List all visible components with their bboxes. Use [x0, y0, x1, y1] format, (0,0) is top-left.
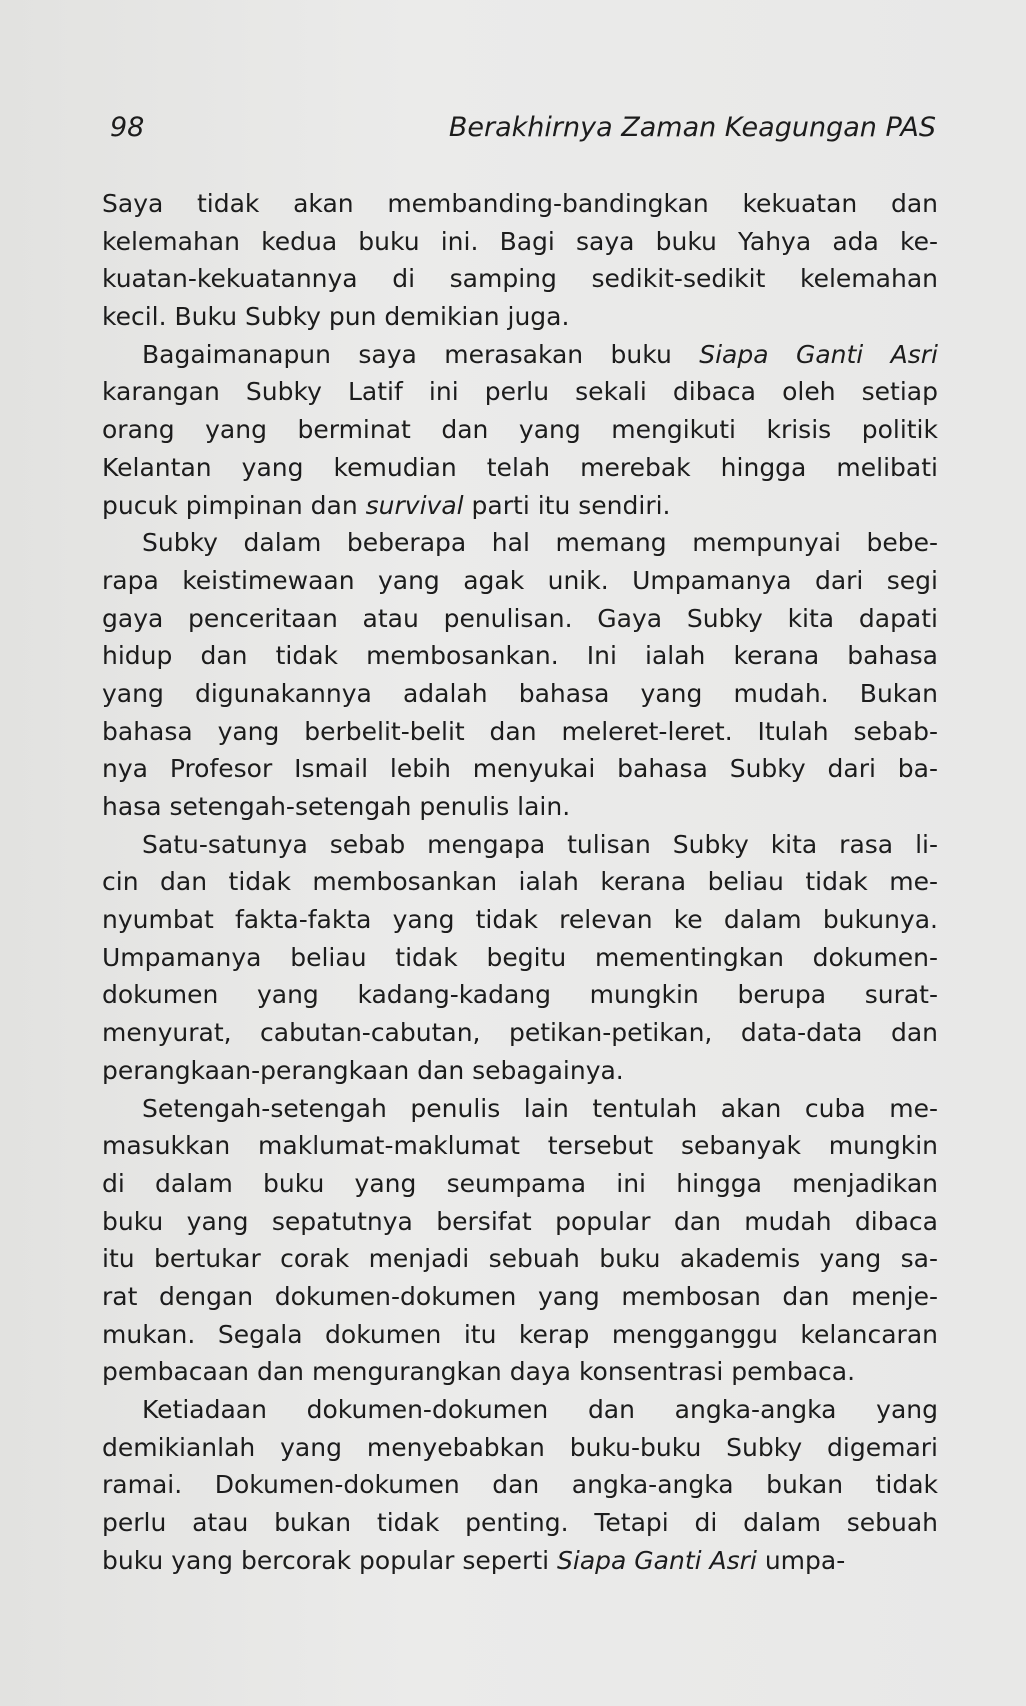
text-line: [102, 373, 938, 411]
text-line: [102, 1316, 938, 1354]
paragraph: [102, 336, 938, 524]
text-segment: pucuk pimpinan dan: [102, 490, 366, 520]
paragraph: [102, 826, 938, 1090]
italic-text: survival: [365, 490, 464, 520]
text-segment: buku yang sepatutnya bersifat popular dan mudah dibaca: [102, 1206, 938, 1236]
text-segment: kuatan-kekuatannya di samping sedikit-sedikit kelemahan: [102, 264, 938, 294]
text-line: [102, 336, 938, 374]
page-number: 98: [110, 112, 145, 143]
text-line: [102, 1353, 938, 1391]
text-segment: demikianlah yang menyebabkan buku-buku Subky digemari: [102, 1432, 938, 1462]
page-header: [110, 112, 938, 156]
text-segment: cin dan tidak membosankan ialah kerana beliau tidak me-: [102, 867, 938, 897]
body-text: [102, 185, 938, 1579]
text-segment: Kelantan yang kemudian telah merebak hingga melibati: [102, 452, 938, 482]
text-segment: Umpamanya beliau tidak begitu mementingkan dokumen-: [102, 942, 938, 972]
text-line: [102, 713, 938, 751]
text-line: [102, 863, 938, 901]
text-line: [102, 1391, 938, 1429]
text-segment: Satu-satunya sebab mengapa tulisan Subky kita rasa li-: [142, 829, 938, 859]
text-segment: Saya tidak akan membanding-bandingkan kekuatan dan: [102, 189, 938, 218]
text-line: [102, 524, 938, 562]
text-line: [102, 1014, 938, 1052]
text-line: [102, 1052, 938, 1090]
text-segment: nyumbat fakta-fakta yang tidak relevan ke dalam bukunya.: [102, 905, 938, 935]
text-line: [102, 1429, 938, 1467]
text-line: [102, 1542, 938, 1580]
paragraph: [102, 524, 938, 826]
text-segment: nya Profesor Ismail lebih menyukai bahasa Subky dari ba-: [102, 754, 938, 784]
text-line: [102, 1165, 938, 1203]
text-line: [102, 939, 938, 977]
text-line: [102, 260, 938, 298]
text-line: [102, 185, 938, 223]
text-segment: yang digunakannya adalah bahasa yang mudah. Bukan: [102, 678, 938, 708]
paragraph: [102, 185, 938, 336]
text-segment: orang yang berminat dan yang mengikuti krisis politik: [102, 415, 938, 445]
text-line: [102, 1203, 938, 1241]
paragraph: [102, 1391, 938, 1579]
text-segment: di dalam buku yang seumpama ini hingga menjadikan: [102, 1168, 938, 1198]
text-segment: bahasa yang berbelit-belit dan meleret-leret. Itulah sebab-: [102, 716, 938, 746]
text-segment: buku yang bercorak popular seperti: [102, 1545, 558, 1575]
text-segment: perlu atau bukan tidak penting. Tetapi di dalam sebuah: [102, 1508, 938, 1538]
text-segment: umpa-: [756, 1545, 846, 1575]
text-segment: kecil. Buku Subky pun demikian juga.: [102, 302, 570, 332]
text-segment: menyurat, cabutan-cabutan, petikan-petikan, data-data dan: [102, 1018, 938, 1048]
text-segment: masukkan maklumat-maklumat tersebut sebanyak mungkin: [102, 1131, 938, 1161]
text-line: [102, 562, 938, 600]
text-segment: hasa setengah-setengah penulis lain.: [102, 792, 571, 821]
text-line: [102, 1240, 938, 1278]
text-line: [102, 901, 938, 939]
text-line: [102, 637, 938, 675]
text-segment: rapa keistimewaan yang agak unik. Umpamanya dari segi: [102, 565, 938, 595]
text-segment: karangan Subky Latif ini perlu sekali dibaca oleh setiap: [102, 377, 938, 407]
text-line: [102, 976, 938, 1014]
text-line: [102, 600, 938, 638]
paragraph: [102, 1090, 938, 1392]
text-segment: perangkaan-perangkaan dan sebagainya.: [102, 1055, 624, 1085]
text-line: [102, 487, 938, 525]
text-segment: Bagaimanapun saya merasakan buku: [142, 339, 700, 369]
text-line: [102, 750, 938, 788]
text-line: [102, 1466, 938, 1504]
text-line: [102, 1504, 938, 1542]
text-segment: dokumen yang kadang-kadang mungkin berupa surat-: [102, 980, 938, 1010]
text-line: [102, 411, 938, 449]
text-segment: rat dengan dokumen-dokumen yang membosan dan menje-: [102, 1281, 938, 1311]
text-segment: mukan. Segala dokumen itu kerap mengganggu kelancaran: [102, 1319, 938, 1349]
text-line: [102, 1278, 938, 1316]
text-segment: Subky dalam beberapa hal memang mempunyai bebe-: [142, 528, 938, 558]
text-segment: gaya penceritaan atau penulisan. Gaya Subky kita dapati: [102, 603, 938, 633]
text-segment: itu bertukar corak menjadi sebuah buku akademis yang sa-: [102, 1244, 938, 1274]
text-line: [102, 223, 938, 261]
text-line: [102, 826, 938, 864]
text-line: [102, 788, 938, 826]
text-line: [102, 1090, 938, 1128]
text-line: [102, 449, 938, 487]
text-segment: hidup dan tidak membosankan. Ini ialah kerana bahasa: [102, 641, 938, 671]
text-segment: kelemahan kedua buku ini. Bagi saya buku Yahya ada ke-: [102, 226, 938, 256]
running-title: Berakhirnya Zaman Keagungan PAS: [448, 112, 936, 143]
text-segment: pembacaan dan mengurangkan daya konsentrasi pembaca.: [102, 1357, 856, 1387]
text-line: [102, 298, 938, 336]
text-segment: ramai. Dokumen-dokumen dan angka-angka bukan tidak: [102, 1470, 938, 1500]
text-line: [102, 1127, 938, 1165]
italic-text: Siapa Ganti Asri: [699, 339, 938, 369]
italic-text: Siapa Ganti Asri: [557, 1545, 757, 1575]
text-segment: Ketiadaan dokumen-dokumen dan angka-angka yang: [142, 1395, 938, 1424]
text-line: [102, 675, 938, 713]
text-segment: Setengah-setengah penulis lain tentulah akan cuba me-: [142, 1093, 938, 1123]
text-segment: parti itu sendiri.: [463, 490, 671, 520]
